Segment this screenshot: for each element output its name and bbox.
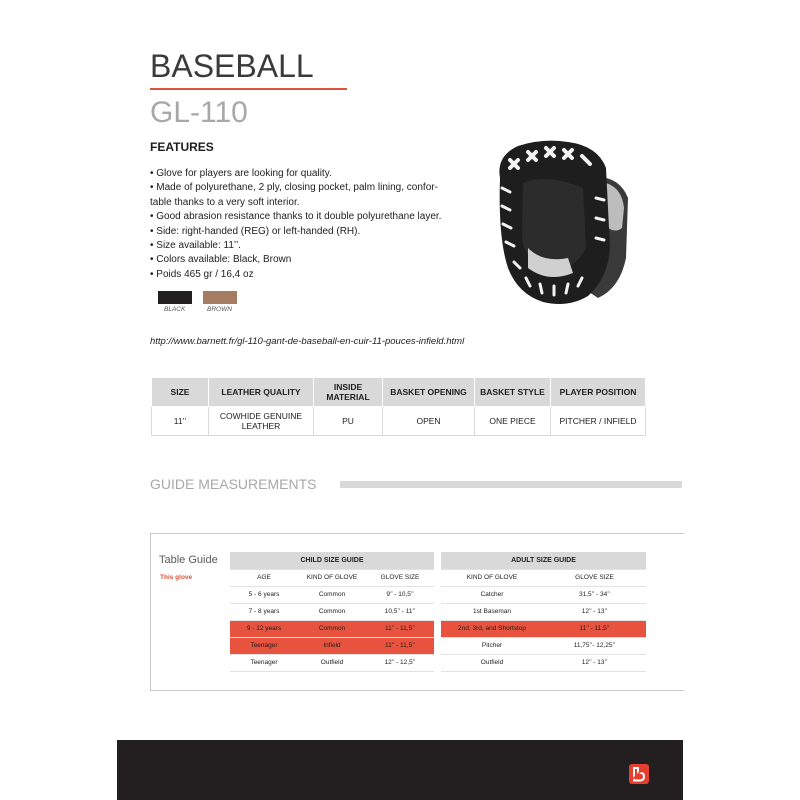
adult-kind: Outfield (441, 654, 543, 671)
spec-value-size: 11’’ (152, 407, 209, 436)
this-glove-note: This glove (160, 574, 193, 581)
product-url-link[interactable]: http://www.barnett.fr/gl-110-gant-de-baseball-en-cuir-11-pouces-infield.html (150, 336, 465, 347)
table-row (441, 603, 646, 620)
adult-size: 12’’ - 13’’ (543, 654, 646, 671)
adult-col-kind: KIND OF GLOVE (441, 569, 543, 586)
child-col-size: GLOVE SIZE (366, 569, 434, 586)
adult-size: 11,75’’- 12,25’’ (543, 637, 646, 654)
child-kind: Common (298, 586, 366, 603)
footer-bar (117, 740, 683, 800)
child-size: 11’’ - 11,5’’ (366, 637, 434, 654)
child-size: 11’’ - 11,5’’ (366, 620, 434, 637)
spec-header-leather: LEATHER QUALITY (209, 378, 314, 407)
adult-kind: 2nd, 3rd, and Shortstop (441, 620, 543, 637)
table-row (441, 586, 646, 603)
child-col-age: AGE (230, 569, 298, 586)
child-kind: Infield (298, 637, 366, 654)
glove-product-image (488, 138, 634, 308)
child-size: 10,5’’ - 11’’ (366, 603, 434, 620)
adult-size-table (441, 552, 646, 672)
child-table-title: CHILD SIZE GUIDE (230, 552, 434, 569)
adult-title-row (441, 552, 646, 569)
page-title: BASEBALL (150, 48, 314, 84)
spec-table (151, 377, 646, 436)
adult-size: 31,5’’ - 34’’ (543, 586, 646, 603)
table-row (441, 654, 646, 671)
spec-header-opening: BASKET OPENING (383, 378, 475, 407)
child-size: 12’’ - 12,5’’ (366, 654, 434, 671)
title-underline (150, 88, 347, 90)
child-col-kind: KIND OF GLOVE (298, 569, 366, 586)
child-age: Teenager (230, 654, 298, 671)
child-age: 5 - 6 years (230, 586, 298, 603)
spec-value-inside: PU (314, 407, 383, 436)
spec-value-style: ONE PIECE (475, 407, 551, 436)
spec-header-position: PLAYER POSITION (551, 378, 646, 407)
feature-item: • Size available: 11’’. (150, 240, 241, 252)
adult-size: 11’’ - 11,5’’ (543, 620, 646, 637)
table-row (230, 586, 434, 603)
adult-column-row (441, 569, 646, 586)
spec-value-opening: OPEN (383, 407, 475, 436)
feature-item: • Made of polyurethane, 2 ply, closing pocket, palm lining, confor- (150, 182, 438, 194)
features-heading: FEATURES (150, 140, 214, 154)
guide-table-title: Table Guide (159, 554, 218, 566)
guide-heading: GUIDE MEASUREMENTS (150, 476, 317, 492)
spec-value-position: PITCHER / INFIELD (551, 407, 646, 436)
child-column-row (230, 569, 434, 586)
table-row (230, 654, 434, 671)
child-size-table (230, 552, 434, 672)
color-label-black: BLACK (164, 306, 186, 313)
features-list (150, 167, 470, 282)
color-swatch-brown (203, 291, 237, 304)
feature-item: • Poids 465 gr / 16,4 oz (150, 268, 254, 280)
child-kind: Common (298, 620, 366, 637)
spec-header-size: SIZE (152, 378, 209, 407)
child-size: 9’’ - 10,5’’ (366, 586, 434, 603)
table-row-highlighted (441, 620, 646, 637)
child-kind: Common (298, 603, 366, 620)
adult-col-size: GLOVE SIZE (543, 569, 646, 586)
child-age: Teenager (230, 637, 298, 654)
child-kind: Outfield (298, 654, 366, 671)
barnett-logo-icon (629, 764, 649, 784)
feature-item: • Good abrasion resistance thanks to it double polyurethane layer. (150, 211, 442, 223)
spec-value-row (152, 407, 646, 436)
spec-value-leather: COWHIDE GENUINE LEATHER (209, 407, 314, 436)
adult-kind: Catcher (441, 586, 543, 603)
color-swatch-black (158, 291, 192, 304)
feature-item: table thanks to a very soft interior. (150, 196, 300, 208)
adult-kind: Pitcher (441, 637, 543, 654)
table-row (441, 637, 646, 654)
color-label-brown: BROWN (207, 306, 232, 313)
adult-size: 12’’ - 13’’ (543, 603, 646, 620)
table-row-highlighted (230, 620, 434, 637)
model-name: GL-110 (150, 96, 248, 129)
spec-header-inside: INSIDE MATERIAL (314, 378, 383, 407)
child-age: 7 - 8 years (230, 603, 298, 620)
guide-heading-bar (340, 481, 682, 488)
feature-item: • Glove for players are looking for quality. (150, 168, 332, 179)
child-title-row (230, 552, 434, 569)
feature-item: • Side: right-handed (REG) or left-handed (RH). (150, 225, 361, 237)
feature-item: • Colors available: Black, Brown (150, 254, 292, 266)
spec-header-style: BASKET STYLE (475, 378, 551, 407)
table-row (230, 603, 434, 620)
spec-header-row (152, 378, 646, 407)
child-age: 9 - 12 years (230, 620, 298, 637)
table-row-highlighted (230, 637, 434, 654)
adult-kind: 1st Baseman (441, 603, 543, 620)
adult-table-title: ADULT SIZE GUIDE (441, 552, 646, 569)
